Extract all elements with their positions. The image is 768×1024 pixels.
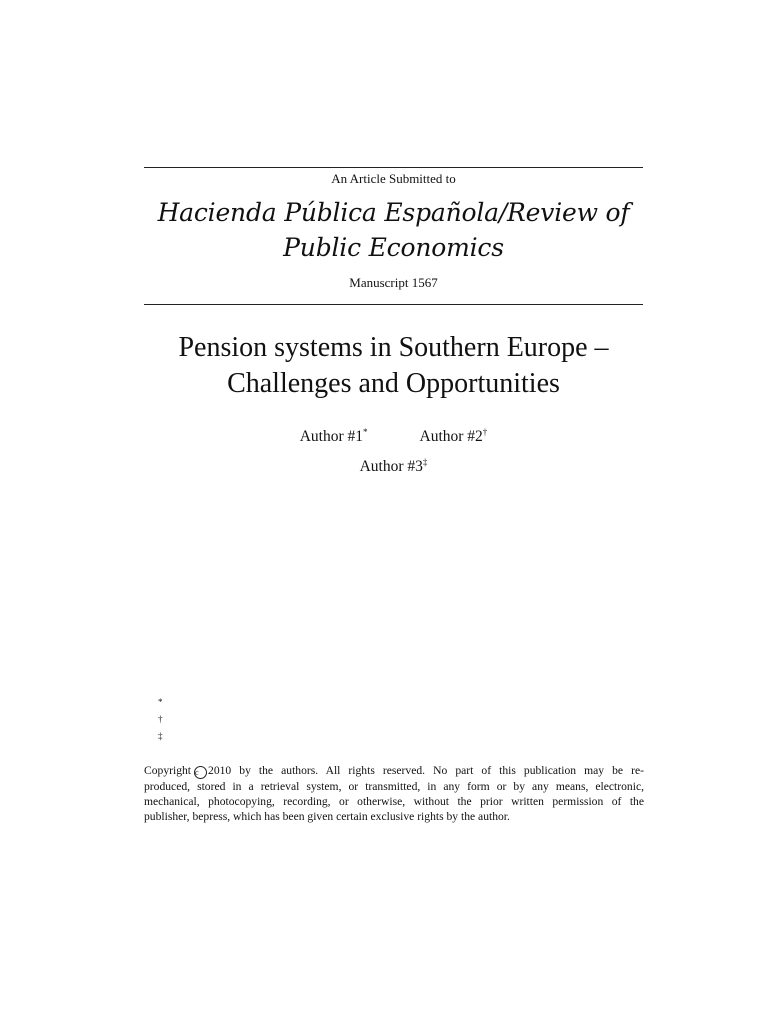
journal-name-line-2: Public Economics [283,233,504,262]
author-3-footnote-mark: ‡ [422,456,428,467]
author-1-name: Author #1 [299,428,363,445]
author-2 [420,428,488,445]
author-1 [300,428,368,445]
copyright-word: Copyright [144,764,192,777]
copyright-line-1 [144,763,644,779]
copyright-symbol-icon: c [194,766,207,779]
journal-name-line-1: Hacienda Pública Española/Review of [157,198,630,227]
copyright-line-4: publisher, bepress, which has been given certain exclusive rights by the author. [144,810,510,824]
article-title-line-1: Pension systems in Southern Europe – [178,332,609,363]
footnote-mark-1: * [158,697,163,707]
article-title [124,330,663,402]
author-3-name: Author #3 [359,458,423,475]
footnote-mark-2: † [158,714,163,724]
author-1-footnote-mark: * [363,426,368,437]
header-bottom-rule [144,304,643,305]
journal-name [144,195,643,265]
copyright-notice [144,763,644,825]
header-top-rule [144,167,643,168]
footnote-mark-3: ‡ [158,731,163,741]
copyright-line-2: produced, stored in a retrieval system, or transmitted, in any form or by any means, electronic, [144,780,644,793]
copyright-line-3: mechanical, photocopying, recording, or otherwise, without the prior written permission of the [144,795,644,809]
author-3 [360,458,428,475]
manuscript-number: Manuscript 1567 [349,275,438,290]
submission-note: An Article Submitted to [331,171,456,186]
article-title-line-2: Challenges and Opportunities [227,368,560,399]
authors-row-2 [144,457,643,477]
author-2-footnote-mark: † [482,426,488,437]
authors-row-1 [144,427,643,447]
author-2-name: Author #2 [419,428,483,445]
copyright-line-1-text: 2010 by the authors. All rights reserved. No part of this publication may be re- [208,764,644,777]
